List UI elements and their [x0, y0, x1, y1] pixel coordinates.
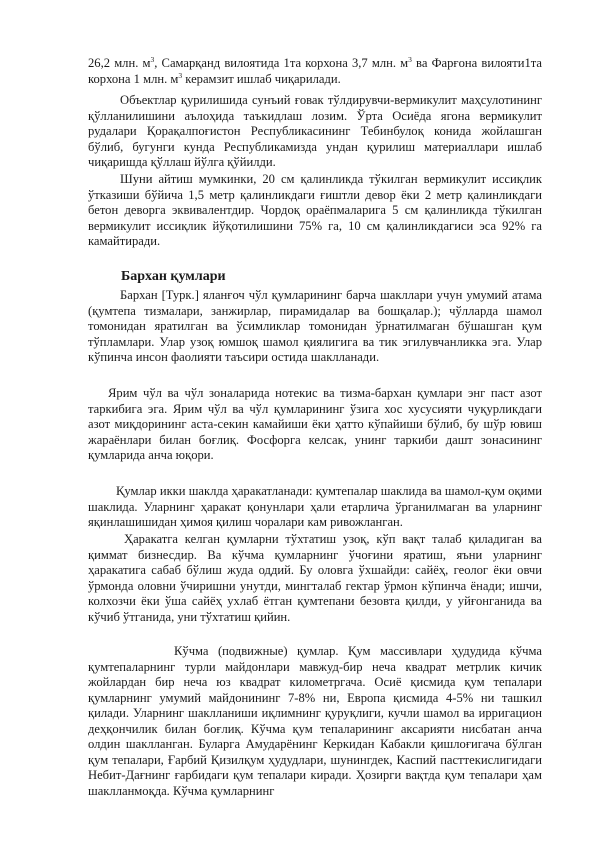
paragraph-semidesert-sands: Ярим чўл ва чўл зоналарида нотекис ва тизма-бархан қумлари энг паст азот таркибига эга. Ярим чўл ва чўл қумларининг ўзига хос хусусияти чуқурликдаги азот миқдорининг аста-секин камайиши ёки ҳатто кўпайиши бўлиб, бу шўр ювиш жараёнлари билан боғлиқ. Фосфорга келсак, унинг таркиби дашт зонасининг қумларида анча юқори. [88, 386, 542, 463]
text-run: ва Фарғона вилояти1та корхона 1 млн. м [88, 56, 542, 86]
text-run: , Самарқанд вилоятида 1та корхона 3,7 млн. м [154, 56, 409, 70]
paragraph-vermiculite-usage: Объектлар қурилишида сунъий ғовак тўлдирувчи-вермикулит маҳсулотининг қўлланилишини аълоҳида таъкидлаш лозим. Ўрта Осиёда ягона вермикулит рудалари Қорақалпоғистон Республикасининг Тебинбулоқ конида жойлашган бўлиб, бугунги кунда Республикамизда ундан қурилиш материаллари ишлаб чиқаришда қўллаш йўлга қўйилди. [88, 93, 542, 170]
paragraph-kermazit-production [88, 56, 542, 87]
superscript: 3 [178, 70, 183, 80]
superscript: 3 [408, 54, 412, 64]
paragraph-sand-movement: Қумлар икки шаклда ҳаракатланади: қумтепалар шаклида ва шамол-қум оқими шаклида. Уларнинг ҳаракат қонунлари ҳали етарлича ўрганилмаган ва уларнинг яқинлашишидан ҳимоя қилиш чоралари кам ривожланган. [88, 484, 542, 530]
text-run: 26,2 млн. м [88, 56, 151, 70]
superscript: 3 [150, 54, 155, 64]
paragraph-barkhan-definition: Бархан [Турк.] яланғоч чўл қумларининг барча шакллари учун умумий атама (қумтепа тизмалари, занжирлар, пирамидалар ва бошқалар.); чўлларда шамол томонидан яратилган ва ўсимликлар томонидан ўрнатилмаган бўшашган қум тўпламлари. Улар узоқ юмшоқ шамол қиялигига ва тик эгилувчанликка эга. Улар кўпинча инсон фаолияти таъсири остида шаклланади. [88, 288, 542, 365]
paragraph-moving-sands: Кўчма (подвижные) қумлар. Қум массивлари ҳудудида кўчма қумтепаларнинг турли майдонлари мавжуд-бир неча квадрат метрлик кичик жойлардан бир неча юз квадрат километргача. Осиё қисмида қум тепалари қумларнинг умумий майдонининг 7-8% ни, Европа қисмида 4-5% ни ташкил қилади. Уларнинг шаклланиши иқлимнинг қуруқлиги, кучли шамол ва ирригацион деҳқончилик билан боғлиқ. Кўчма қум тепаларининг аксарияти нисбатан анча олдин шаклланган. Буларга Амударёнинг Керкидан Кабакли қишлоғигача бўлган қум тепалари, Ғарбий Қизилқум ҳудудлари, шунингдек, Каспий пасттекислигидаги Небит-Дағнинг ғарбидаги қум тепалари киради. Ҳозирги вақтда қум тепалари ҳам шаклланмоқда. Кўчма қумларнинг [88, 644, 542, 798]
section-heading: Бархан қумлари [121, 269, 226, 284]
paragraph-vermiculite-insulation: Шуни айтиш мумкинки, 20 см қалинликда тўкилган вермикулит иссиқлик ўтказиши бўйича 1,5 метр қалинликдаги ғиштли девор ёки 2 метр қалинликдаги бетон деворга эквивалентдир. Чордоқ ораёпмаларига 5 см қалинликда тўкилган вермикулит иссиқлик йўқотилишини 75% га, 10 см қалинликдагиси эса 92% га камайтиради. [88, 172, 542, 249]
paragraph-stopping-sands: Ҳаракатга келган қумларни тўхтатиш узоқ, кўп вақт талаб қиладиган ва қиммат бизнесдир. Ва кўчма қумларнинг ўчоғини яратиш, яъни уларнинг ҳаракатига сабаб бўлиш жуда оддий. Бу оловга ўхшайди: сайёҳ, геолог ёки овчи ўрмонда оловни ўчиришни унутди, мингталаб гектар ўрмон кўпинча ёнади; ишчи, колхозчи ёки ўша сайёҳ ухлаб ётган қумтепани безовта қилди, у уйғонганида ва кўчиб ўтганида, уни тўхтатиш қийин. [88, 532, 542, 624]
text-run: керамзит ишлаб чиқарилади. [182, 71, 341, 86]
